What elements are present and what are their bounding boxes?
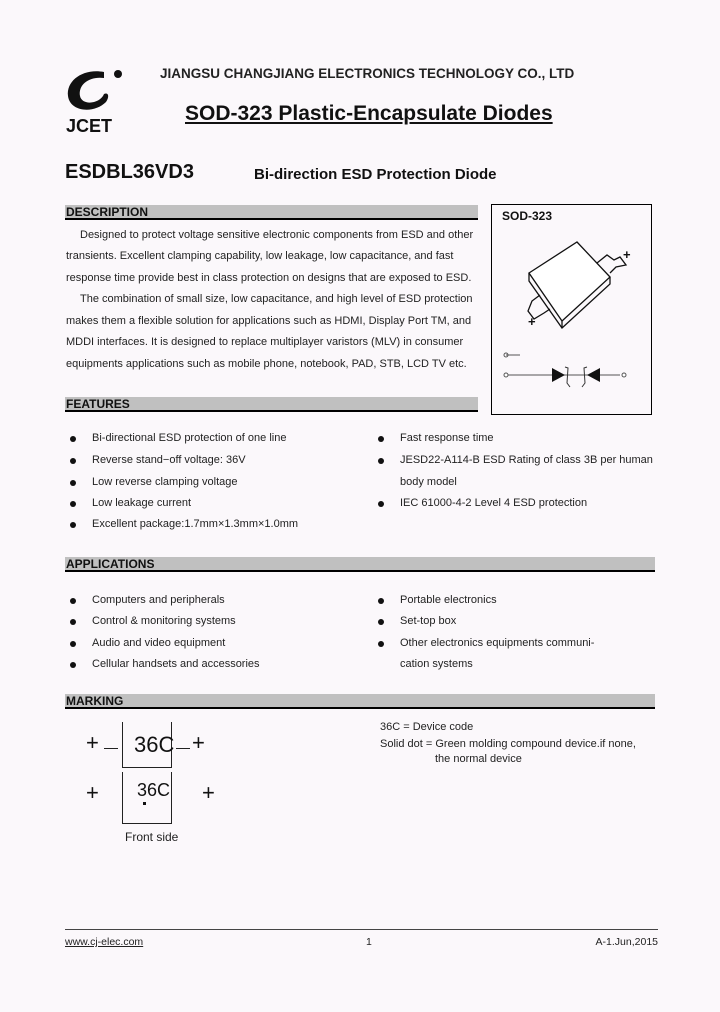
feature-text: Excellent package:1.7mm×1.3mm×1.0mm (92, 518, 299, 530)
package-label: SOD-323 (502, 209, 553, 223)
description-line: Designed to protect voltage sensitive electronic components from ESD and other (80, 229, 474, 241)
marking-note: Solid dot = Green molding compound device.if none, (380, 738, 636, 750)
feature-item (92, 476, 238, 488)
green-compound-dot (143, 802, 146, 805)
revision-date: A-1.Jun,2015 (595, 936, 658, 948)
application-text: Audio and video equipment (92, 637, 226, 649)
feature-item (400, 497, 587, 509)
description-line: MDDI interfaces. It is designed to replace multiplayer varistors (MLV) in consumer (66, 336, 464, 348)
terminal-plus-label: + (623, 247, 631, 262)
bullet-icon (70, 641, 76, 647)
bullet-icon (378, 619, 384, 625)
section-header-features: FEATURES (65, 397, 478, 412)
bullet-icon (70, 619, 76, 625)
bullet-icon (70, 480, 76, 486)
description-line: equipments applications such as mobile phone, notebook, PAD, STB, LCD TV etc. (66, 358, 467, 370)
marking-note: the normal device (435, 753, 522, 765)
company-logo (64, 66, 126, 136)
marking-diagram (80, 718, 230, 844)
application-text: Portable electronics (400, 594, 497, 606)
package-drawing (492, 205, 652, 415)
feature-item-continuation: body model (400, 476, 457, 488)
footer-divider (65, 929, 658, 930)
lead-line (176, 748, 190, 749)
package-box (491, 204, 652, 415)
bullet-icon (70, 436, 76, 442)
company-name: JIANGSU CHANGJIANG ELECTRONICS TECHNOLOGY CO., LTD (160, 66, 575, 81)
application-item (92, 637, 225, 649)
application-text: Set-top box (400, 615, 457, 627)
bullet-icon (378, 458, 384, 464)
application-text: Control & monitoring systems (92, 615, 236, 627)
lead-line (104, 748, 118, 749)
feature-item (92, 454, 246, 466)
page-number: 1 (366, 936, 372, 948)
terminal-plus-label: + (528, 314, 536, 329)
feature-text: Bi-directional ESD protection of one line (92, 432, 287, 444)
document-subtitle: SOD-323 Plastic-Encapsulate Diodes (185, 102, 553, 125)
feature-item (400, 454, 653, 466)
application-text: Computers and peripherals (92, 594, 225, 606)
device-code: 36C (137, 780, 171, 800)
application-text: Other electronics equipments communi- (400, 637, 595, 649)
feature-item (400, 432, 494, 444)
bullet-icon (70, 501, 76, 507)
application-item (92, 658, 260, 670)
application-item (92, 615, 236, 627)
logo-text: JCET (66, 116, 113, 136)
feature-text: Fast response time (400, 432, 494, 444)
section-header-description: DESCRIPTION (65, 205, 478, 220)
bullet-icon (70, 662, 76, 668)
application-item (400, 637, 594, 649)
bullet-icon (70, 458, 76, 464)
front-side-label: Front side (125, 830, 179, 844)
feature-text: JESD22-A114-B ESD Rating of class 3B per human (400, 454, 653, 466)
bullet-icon (378, 501, 384, 507)
marking-box-top (122, 722, 175, 768)
application-item-continuation: cation systems (400, 658, 473, 670)
bullet-icon (70, 522, 76, 528)
description-line: transients. Excellent clamping capability, low leakage, low capacitance, and fast (66, 250, 454, 262)
plus-label: + (202, 780, 215, 805)
bullet-icon (378, 598, 384, 604)
logo-g-icon (64, 66, 126, 116)
plus-label: + (86, 730, 99, 755)
feature-item (92, 432, 286, 444)
description-line: makes them a flexible solution for applications such as HDMI, Display Port TM, and (66, 315, 472, 327)
feature-item (92, 518, 298, 530)
application-text: Cellular handsets and accessories (92, 658, 260, 670)
plus-label: + (86, 780, 99, 805)
feature-text: Low leakage current (92, 497, 192, 509)
application-item (400, 615, 456, 627)
feature-text: Reverse stand−off voltage: 36V (92, 454, 246, 466)
feature-text: Low reverse clamping voltage (92, 476, 238, 488)
footer-website[interactable]: www.cj-elec.com (65, 936, 144, 948)
bullet-icon (70, 598, 76, 604)
feature-text: IEC 61000-4-2 Level 4 ESD protection (400, 497, 588, 509)
description-line: response time provide best in class protection on designs that are exposed to ESD. (66, 272, 472, 284)
bullet-icon (378, 641, 384, 647)
marking-note: 36C = Device code (380, 721, 474, 733)
description-line: The combination of small size, low capacitance, and high level of ESD protection (80, 293, 473, 305)
marking-box-bottom (122, 772, 172, 824)
part-description: Bi-direction ESD Protection Diode (254, 166, 497, 183)
section-header-applications: APPLICATIONS (65, 557, 655, 572)
application-item (400, 594, 497, 606)
bullet-icon (378, 436, 384, 442)
part-number: ESDBL36VD3 (65, 161, 194, 183)
section-header-marking: MARKING (65, 694, 655, 709)
feature-item (92, 497, 191, 509)
device-code: 36C (134, 732, 175, 757)
plus-label: + (192, 730, 205, 755)
application-item (92, 594, 225, 606)
